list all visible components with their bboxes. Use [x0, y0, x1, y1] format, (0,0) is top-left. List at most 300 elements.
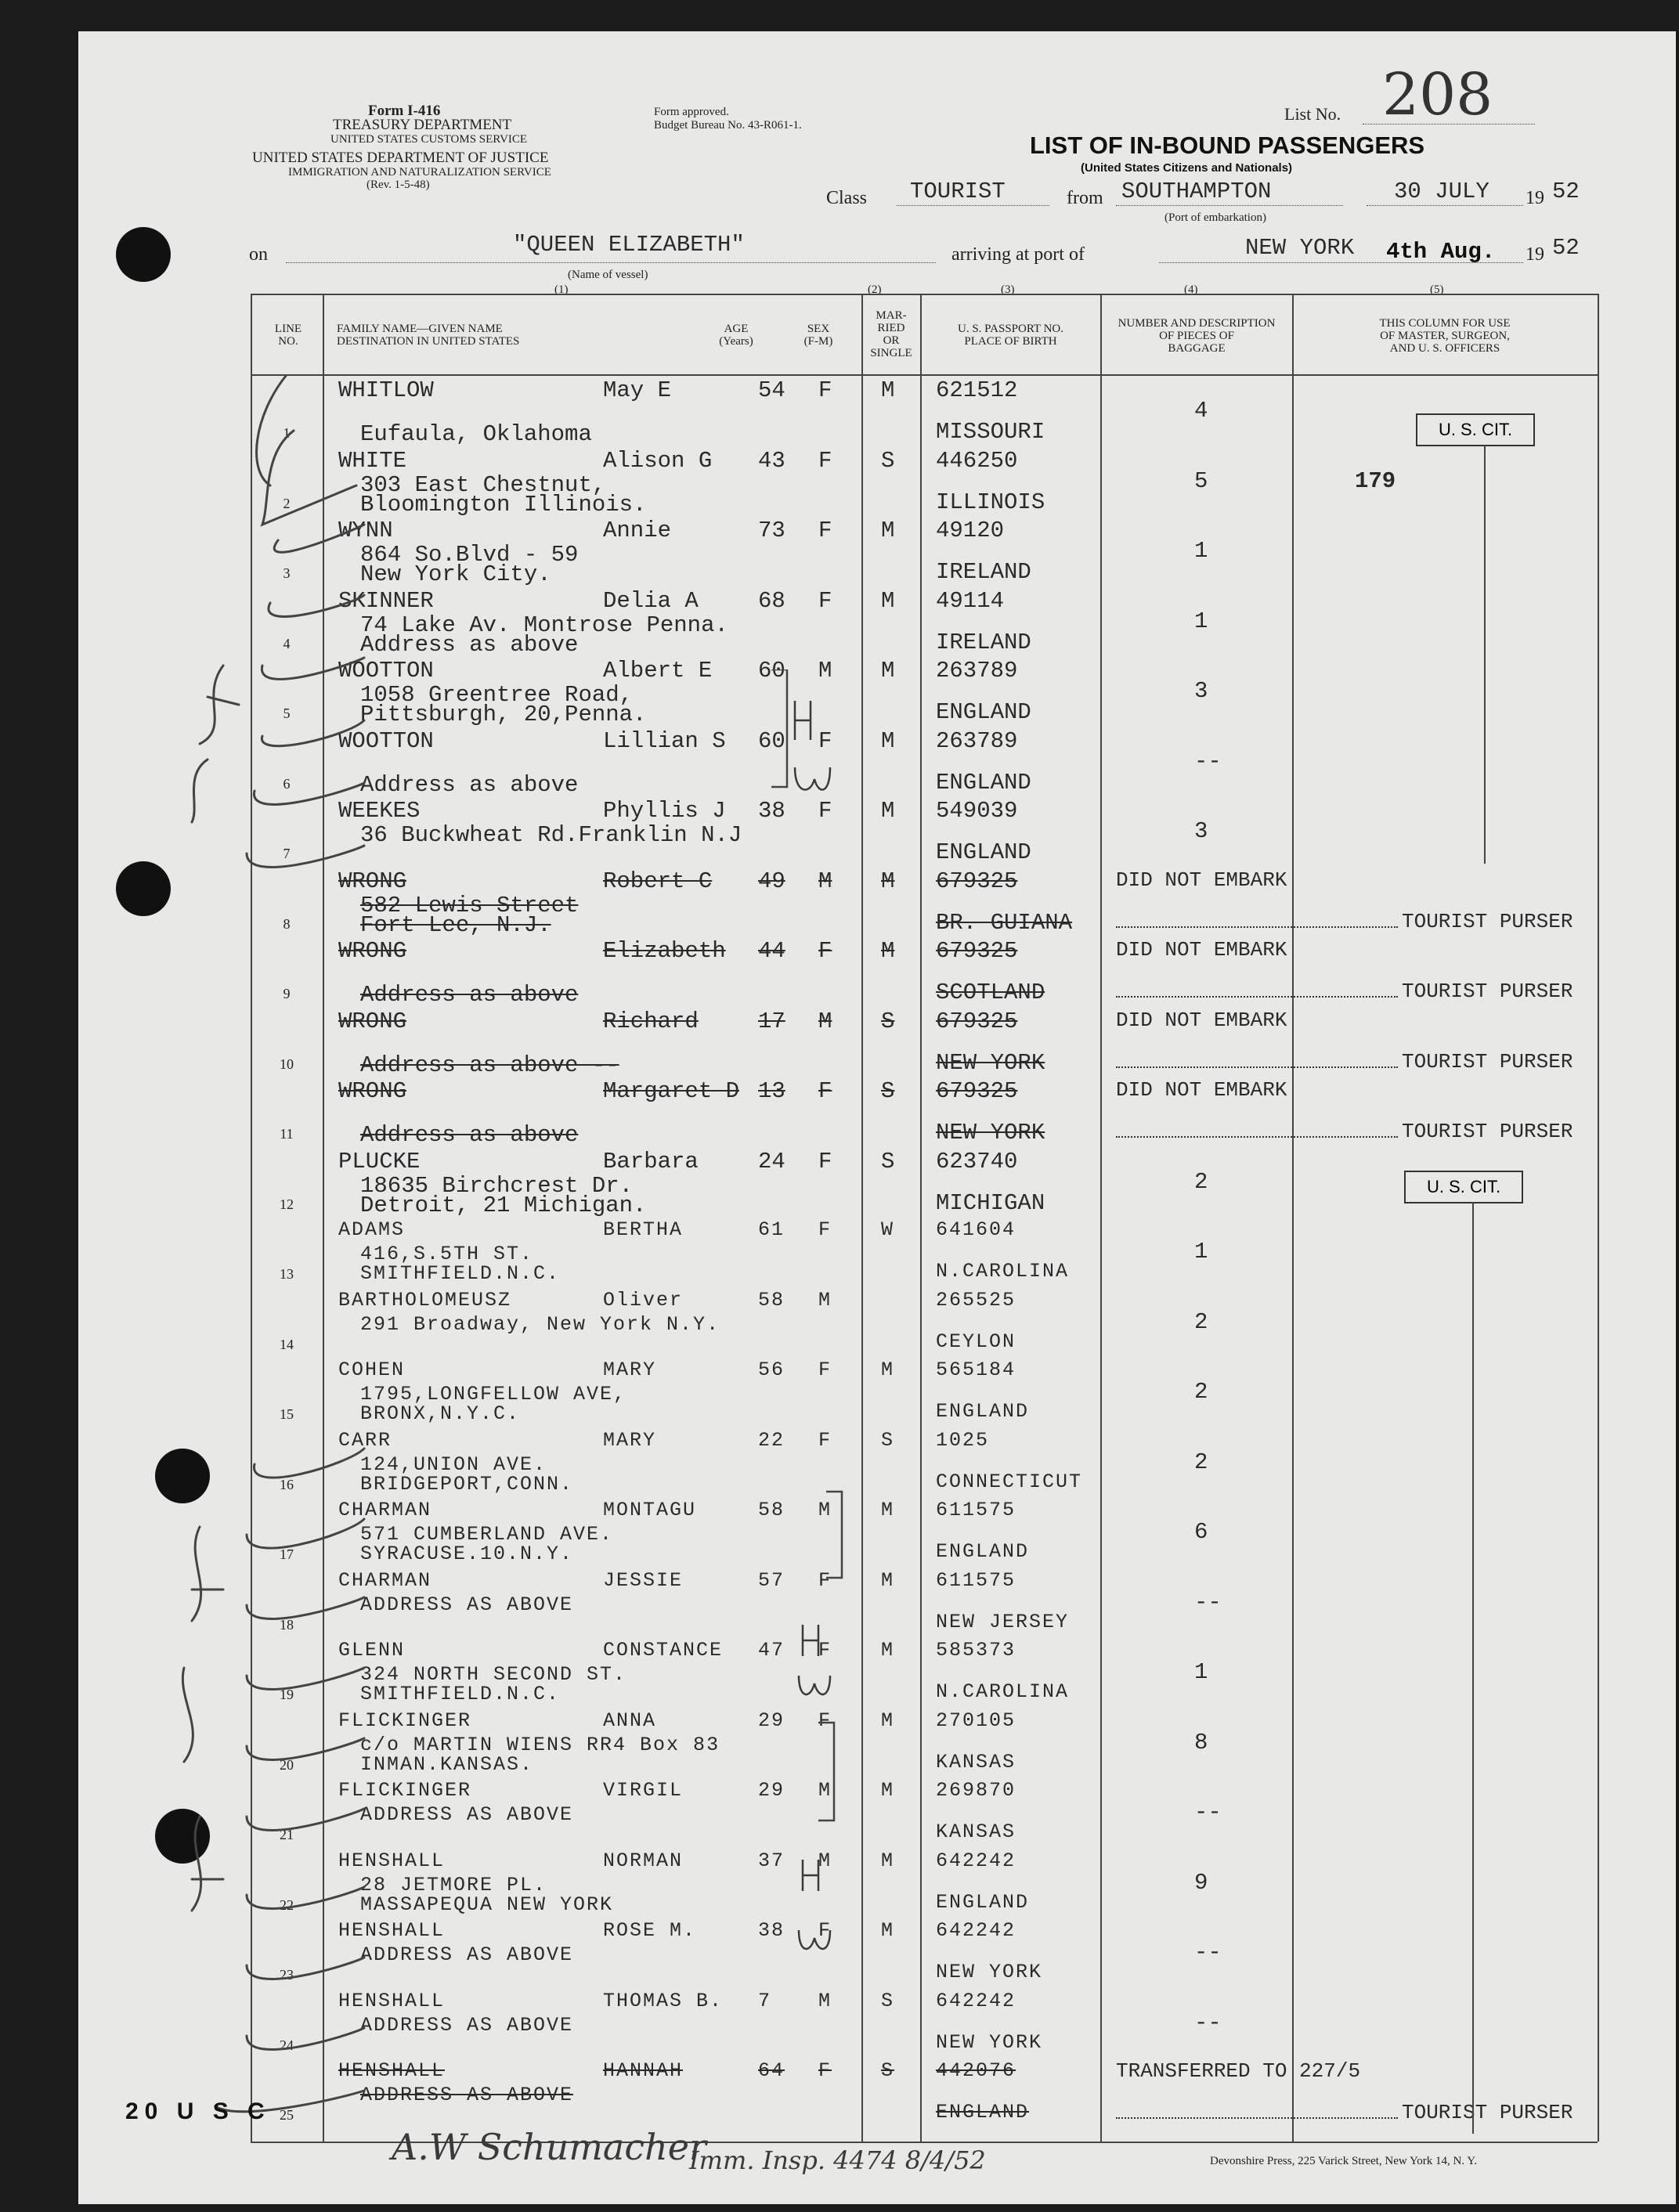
- col-num: (5): [1430, 283, 1444, 296]
- bracket-marks: [771, 669, 850, 2001]
- left-margin-mark: 20 U S C: [125, 2098, 271, 2124]
- passport-number: 623740: [936, 1148, 1018, 1175]
- passenger-age: 29: [758, 1709, 785, 1732]
- baggage-count: --: [1194, 1589, 1222, 1615]
- passenger-marital-status: M: [881, 1709, 895, 1732]
- destination-line-1: c/o MARTIN WIENS RR4 Box 83: [360, 1733, 720, 1756]
- col-officers-header: THIS COLUMN FOR USE OF MASTER, SURGEON, AND U. S. OFFICERS: [1379, 317, 1511, 355]
- passenger-marital-status: M: [881, 1779, 895, 1802]
- purser-note: TOURIST PURSER: [1402, 980, 1573, 1003]
- place-of-birth: KANSAS: [936, 1750, 1016, 1774]
- place-of-birth: NEW JERSEY: [936, 1610, 1070, 1633]
- passport-number: 679325: [936, 1078, 1018, 1104]
- passenger-marital-status: W: [881, 1218, 895, 1241]
- passenger-given-name: THOMAS B.: [603, 1989, 724, 2012]
- passenger-age: 47: [758, 1639, 785, 1662]
- passenger-sex: F: [818, 1709, 832, 1732]
- passenger-family-name: PLUCKE: [338, 1148, 421, 1175]
- arriving-label: arriving at port of: [951, 244, 1085, 265]
- row-line-number: 13: [280, 1266, 294, 1282]
- on-label: on: [249, 244, 268, 265]
- destination-line-1: 324 NORTH SECOND ST.: [360, 1663, 627, 1686]
- passenger-age: 7: [758, 1989, 772, 2012]
- revision: (Rev. 1-5-48): [366, 179, 430, 191]
- passenger-given-name: ROSE M.: [603, 1919, 697, 1942]
- destination-line-1: 303 East Chestnut,: [360, 471, 606, 498]
- place-of-birth: ILLINOIS: [936, 489, 1045, 515]
- passenger-marital-status: M: [881, 1639, 895, 1662]
- officer-note: 179: [1355, 467, 1396, 494]
- destination-line-2: Detroit, 21 Michigan.: [360, 1192, 647, 1218]
- passenger-age: 22: [758, 1428, 785, 1452]
- passenger-given-name: May E: [603, 377, 672, 403]
- destination-line-2: BRIDGEPORT,CONN.: [360, 1472, 574, 1496]
- passenger-given-name: Annie: [603, 518, 672, 543]
- class-label: Class: [826, 188, 868, 208]
- passenger-family-name: WRONG: [338, 868, 407, 894]
- passenger-age: 64: [758, 2059, 785, 2082]
- passenger-sex: F: [818, 447, 832, 474]
- us-cit-stamp: U. S. CIT.: [1416, 413, 1535, 446]
- purser-note: TOURIST PURSER: [1402, 2101, 1573, 2124]
- baggage-count: 3: [1194, 818, 1208, 844]
- passenger-given-name: MARY: [603, 1359, 657, 1381]
- passenger-marital-status: M: [881, 798, 895, 824]
- place-of-birth: ENGLAND: [936, 1890, 1030, 1914]
- passenger-sex: M: [818, 1288, 832, 1312]
- place-of-birth: MICHIGAN: [936, 1189, 1045, 1216]
- passenger-family-name: COHEN: [338, 1359, 406, 1381]
- passenger-given-name: BERTHA: [603, 1218, 684, 1241]
- passport-number: 442076: [936, 2059, 1016, 2082]
- passenger-sex: F: [818, 1148, 832, 1175]
- passport-number: 679325: [936, 1008, 1018, 1034]
- passenger-sex: F: [818, 587, 832, 614]
- passenger-given-name: Barbara: [603, 1148, 699, 1175]
- baggage-count: --: [1194, 1940, 1222, 1965]
- passenger-marital-status: S: [881, 1008, 895, 1034]
- passenger-family-name: WHITLOW: [338, 377, 434, 403]
- passenger-sex: F: [818, 938, 832, 964]
- list-no-label: List No.: [1284, 104, 1341, 124]
- destination-line-2: MASSAPEQUA NEW YORK: [360, 1893, 614, 1916]
- destination-line-1: ADDRESS AS ABOVE: [360, 1943, 574, 1966]
- row-line-number: 8: [283, 915, 291, 932]
- col-num: (3): [1001, 283, 1015, 296]
- baggage-count: 3: [1194, 678, 1208, 704]
- passenger-family-name: HENSHALL: [338, 1989, 446, 2012]
- baggage-count: 1: [1194, 1659, 1208, 1685]
- passenger-marital-status: M: [881, 1568, 895, 1592]
- passenger-age: 58: [758, 1499, 785, 1521]
- passenger-given-name: MARY: [603, 1428, 657, 1452]
- passenger-age: 60: [758, 727, 785, 754]
- passport-number: 642242: [936, 1849, 1016, 1872]
- place-of-birth: IRELAND: [936, 629, 1031, 655]
- embark-status: TRANSFERRED TO 227/5: [1116, 2059, 1361, 2083]
- passport-number: 549039: [936, 798, 1018, 824]
- baggage-count: 4: [1194, 398, 1208, 424]
- passenger-given-name: CONSTANCE: [603, 1639, 724, 1662]
- place-of-birth: ENGLAND: [936, 2101, 1030, 2124]
- passenger-family-name: CHARMAN: [338, 1499, 432, 1521]
- passenger-family-name: WEEKES: [338, 798, 421, 824]
- passenger-family-name: CHARMAN: [338, 1568, 432, 1592]
- passenger-family-name: BARTHOLOMEUSZ: [338, 1288, 512, 1312]
- passport-number: 49120: [936, 518, 1005, 543]
- destination-line-1: 864 So.Blvd - 59: [360, 542, 579, 568]
- page-subtitle: (United States Citizens and Nationals): [1081, 161, 1293, 175]
- from-label: from: [1067, 188, 1103, 208]
- row-line-number: 23: [280, 1967, 294, 1983]
- baggage-count: 2: [1194, 1379, 1208, 1405]
- passenger-sex: F: [818, 1919, 832, 1942]
- place-of-birth: BR. GUIANA: [936, 909, 1073, 936]
- passport-number: 49114: [936, 587, 1005, 614]
- row-line-number: 12: [280, 1196, 294, 1212]
- baggage-count: 9: [1194, 1869, 1208, 1896]
- inspector-signature: A.W Schumacher: [392, 2126, 706, 2168]
- passenger-sex: F: [818, 1639, 832, 1662]
- inspector-note: Imm. Insp. 4474 8/4/52: [689, 2145, 986, 2175]
- passenger-sex: F: [818, 1428, 832, 1452]
- passenger-given-name: Delia A: [603, 587, 699, 614]
- passenger-marital-status: M: [881, 727, 895, 754]
- passenger-sex: F: [818, 2059, 832, 2082]
- row-line-number: 21: [280, 1827, 294, 1842]
- passenger-family-name: CARR: [338, 1428, 392, 1452]
- passport-number: 263789: [936, 727, 1018, 754]
- passenger-marital-status: S: [881, 1989, 895, 2012]
- col-sex-header: SEX (F-M): [803, 323, 833, 348]
- passenger-family-name: WRONG: [338, 1078, 407, 1104]
- passenger-marital-status: M: [881, 868, 895, 894]
- col-baggage-header: NUMBER AND DESCRIPTION OF PIECES OF BAGGAGE: [1118, 317, 1276, 355]
- passenger-given-name: VIRGIL: [603, 1779, 684, 1802]
- row-line-number: 10: [280, 1055, 294, 1072]
- passenger-marital-status: S: [881, 1078, 895, 1104]
- col-num: (4): [1184, 283, 1198, 296]
- passenger-sex: F: [818, 518, 832, 543]
- arrival-year-prefix: 19: [1526, 244, 1544, 265]
- passport-number: 263789: [936, 658, 1018, 684]
- destination-line-2: Address as above: [360, 1122, 579, 1148]
- col-num: (1): [554, 283, 569, 296]
- embark-status: DID NOT EMBARK: [1116, 938, 1287, 962]
- row-line-number: 24: [280, 2037, 294, 2053]
- passport-number: 642242: [936, 1989, 1016, 2012]
- passport-number: 611575: [936, 1499, 1016, 1521]
- place-of-birth: ENGLAND: [936, 769, 1031, 796]
- passport-number: 641604: [936, 1218, 1016, 1241]
- passenger-age: 54: [758, 377, 785, 403]
- baggage-count: 6: [1194, 1519, 1208, 1545]
- passenger-age: 44: [758, 938, 785, 964]
- place-of-birth: NEW YORK: [936, 2030, 1043, 2054]
- col-name-header: FAMILY NAME—GIVEN NAME DESTINATION IN UNITED STATES: [337, 323, 520, 348]
- passenger-family-name: FLICKINGER: [338, 1779, 472, 1802]
- place-of-birth: MISSOURI: [936, 419, 1045, 445]
- destination-line-2: New York City.: [360, 561, 551, 587]
- vessel-caption: (Name of vessel): [568, 269, 648, 281]
- passenger-sex: M: [818, 1779, 832, 1802]
- passenger-given-name: Margaret D: [603, 1078, 740, 1104]
- passenger-sex: M: [818, 1989, 832, 2012]
- treasury-dept: TREASURY DEPARTMENT: [333, 117, 512, 133]
- destination-line-1: 18635 Birchcrest Dr.: [360, 1172, 634, 1199]
- place-of-birth: IRELAND: [936, 559, 1031, 585]
- destination-line-2: SMITHFIELD.N.C.: [360, 1262, 561, 1285]
- budget-bureau: Budget Bureau No. 43-R061-1.: [654, 119, 802, 132]
- passenger-sex: F: [818, 1078, 832, 1104]
- row-line-number: 25: [280, 2107, 294, 2123]
- passenger-given-name: Robert C: [603, 868, 713, 894]
- embark-status: DID NOT EMBARK: [1116, 1078, 1287, 1102]
- passenger-marital-status: M: [881, 1849, 895, 1872]
- passport-number: 621512: [936, 377, 1018, 403]
- passenger-given-name: Albert E: [603, 658, 713, 684]
- customs-service: UNITED STATES CUSTOMS SERVICE: [330, 133, 528, 146]
- passenger-marital-status: M: [881, 938, 895, 964]
- punch-hole: [116, 861, 171, 916]
- passenger-sex: M: [818, 868, 832, 894]
- baggage-count: 5: [1194, 467, 1208, 494]
- purser-signature-line: [1116, 1136, 1398, 1138]
- passenger-age: 38: [758, 798, 785, 824]
- arrival-year: 52: [1552, 235, 1580, 261]
- passenger-family-name: FLICKINGER: [338, 1709, 472, 1732]
- destination-line-1: 124,UNION AVE.: [360, 1452, 547, 1476]
- passport-number: 585373: [936, 1639, 1016, 1662]
- passenger-age: 43: [758, 447, 785, 474]
- passenger-sex: F: [818, 1218, 832, 1241]
- passenger-family-name: HENSHALL: [338, 1919, 446, 1942]
- passenger-age: 58: [758, 1288, 785, 1312]
- passenger-sex: M: [818, 1008, 832, 1034]
- purser-note: TOURIST PURSER: [1402, 1120, 1573, 1143]
- row-line-number: 16: [280, 1476, 294, 1492]
- destination-line-1: ADDRESS AS ABOVE: [360, 2013, 574, 2037]
- place-of-birth: N.CAROLINA: [936, 1260, 1070, 1283]
- passport-number: 269870: [936, 1779, 1016, 1802]
- place-of-birth: NEW YORK: [936, 1961, 1043, 1983]
- passenger-age: 49: [758, 868, 785, 894]
- passenger-sex: M: [818, 1499, 832, 1521]
- row-line-number: 14: [280, 1336, 294, 1352]
- passenger-age: 29: [758, 1779, 785, 1802]
- col-line-header: LINE NO.: [274, 323, 302, 348]
- passenger-family-name: WYNN: [338, 518, 393, 543]
- passenger-sex: M: [818, 658, 832, 684]
- row-line-number: 1: [283, 425, 291, 441]
- destination-line-1: ADDRESS AS ABOVE: [360, 1803, 574, 1826]
- passenger-marital-status: M: [881, 587, 895, 614]
- passenger-family-name: SKINNER: [338, 587, 434, 614]
- year-prefix: 19: [1526, 188, 1544, 208]
- passenger-given-name: JESSIE: [603, 1568, 684, 1592]
- page-title: LIST OF IN-BOUND PASSENGERS: [1030, 132, 1425, 159]
- passenger-family-name: WRONG: [338, 938, 407, 964]
- col-passport-header: U. S. PASSPORT NO. PLACE OF BIRTH: [958, 323, 1063, 348]
- destination-line-2: Bloomington Illinois.: [360, 491, 647, 518]
- passenger-marital-status: M: [881, 377, 895, 403]
- passport-number: 446250: [936, 447, 1018, 474]
- passenger-marital-status: S: [881, 2059, 895, 2082]
- purser-signature-line: [1116, 1066, 1398, 1068]
- baggage-count: --: [1194, 1799, 1222, 1825]
- place-of-birth: CEYLON: [936, 1330, 1016, 1353]
- destination-line-1: 1795,LONGFELLOW AVE,: [360, 1383, 627, 1406]
- passenger-age: 68: [758, 587, 785, 614]
- col-married-header: MAR- RIED OR SINGLE: [870, 309, 912, 359]
- place-of-birth: NEW YORK: [936, 1120, 1045, 1146]
- passenger-age: 37: [758, 1849, 785, 1872]
- form-number: Form I-416: [368, 103, 441, 119]
- vessel-name: "QUEEN ELIZABETH": [513, 232, 745, 258]
- destination-line-1: 416,S.5TH ST.: [360, 1243, 534, 1265]
- arrival-port: NEW YORK: [1245, 235, 1355, 261]
- passenger-given-name: Alison G: [603, 447, 713, 474]
- destination-line-1: 571 CUMBERLAND AVE.: [360, 1523, 614, 1546]
- destination-line-2: Address as above: [360, 771, 579, 798]
- passenger-given-name: Elizabeth: [603, 938, 726, 964]
- row-line-number: 20: [280, 1756, 294, 1773]
- punch-hole: [116, 227, 171, 282]
- purser-signature-line: [1116, 2117, 1398, 2119]
- passenger-family-name: WHITE: [338, 447, 407, 474]
- destination-line-1: ADDRESS AS ABOVE: [360, 2084, 574, 2106]
- destination-line-1: 28 JETMORE PL.: [360, 1873, 547, 1896]
- from-value: SOUTHAMPTON: [1121, 179, 1272, 204]
- passenger-family-name: WOOTTON: [338, 727, 434, 754]
- baggage-count: --: [1194, 2009, 1222, 2036]
- place-of-birth: NEW YORK: [936, 1049, 1045, 1076]
- destination-line-2: INMAN.KANSAS.: [360, 1752, 534, 1776]
- class-value: TOURIST: [910, 179, 1006, 204]
- passenger-age: 38: [758, 1919, 785, 1942]
- destination-line-1: 36 Buckwheat Rd.Franklin N.J: [360, 822, 742, 848]
- baggage-count: 1: [1194, 1239, 1208, 1265]
- passenger-given-name: NORMAN: [603, 1849, 684, 1872]
- destination-line-2: SYRACUSE.10.N.Y.: [360, 1543, 574, 1565]
- passenger-family-name: WOOTTON: [338, 658, 434, 684]
- baggage-count: 1: [1194, 538, 1208, 564]
- place-of-birth: CONNECTICUT: [936, 1470, 1083, 1493]
- passenger-age: 17: [758, 1008, 785, 1034]
- justice-dept: UNITED STATES DEPARTMENT OF JUSTICE: [252, 150, 549, 166]
- baggage-count: 1: [1194, 608, 1208, 634]
- handwritten-marks: [168, 368, 372, 2145]
- row-line-number: 7: [283, 846, 291, 861]
- passenger-age: 24: [758, 1148, 785, 1175]
- destination-line-1: 1058 Greentree Road,: [360, 682, 634, 708]
- row-line-number: 9: [283, 986, 291, 1001]
- passenger-family-name: ADAMS: [338, 1218, 406, 1241]
- row-line-number: 5: [283, 705, 291, 721]
- row-line-number: 18: [280, 1616, 294, 1633]
- passport-number: 270105: [936, 1709, 1016, 1732]
- place-of-birth: SCOTLAND: [936, 980, 1045, 1005]
- passport-number: 642242: [936, 1919, 1016, 1942]
- destination-line-2: BRONX,N.Y.C.: [360, 1402, 521, 1425]
- destination-line-2: Fort Lee, N.J.: [360, 911, 551, 938]
- passenger-age: 57: [758, 1568, 785, 1592]
- destination-line-2: Eufaula, Oklahoma: [360, 421, 592, 447]
- passenger-marital-status: M: [881, 1919, 895, 1942]
- row-line-number: 19: [280, 1687, 294, 1702]
- depart-date: 30 JULY: [1394, 179, 1489, 204]
- printer-credit: Devonshire Press, 225 Varick Street, New York 14, N. Y.: [1210, 2155, 1477, 2167]
- us-cit-stamp: U. S. CIT.: [1404, 1171, 1523, 1203]
- passenger-marital-status: S: [881, 1148, 895, 1175]
- stamp-line: [1472, 1202, 1474, 2134]
- place-of-birth: KANSAS: [936, 1820, 1016, 1843]
- baggage-count: 2: [1194, 1308, 1208, 1335]
- passenger-family-name: GLENN: [338, 1639, 406, 1662]
- passenger-family-name: WRONG: [338, 1008, 407, 1034]
- embark-status: DID NOT EMBARK: [1116, 1008, 1287, 1032]
- destination-line-2: Address as above: [360, 631, 579, 658]
- row-line-number: 3: [283, 565, 291, 581]
- purser-note: TOURIST PURSER: [1402, 1049, 1573, 1074]
- port-caption: (Port of embarkation): [1164, 211, 1266, 224]
- passenger-age: 73: [758, 518, 785, 543]
- baggage-count: 8: [1194, 1729, 1208, 1756]
- passenger-sex: F: [818, 1568, 832, 1592]
- passenger-age: 56: [758, 1359, 785, 1381]
- purser-signature-line: [1116, 926, 1398, 928]
- passenger-sex: F: [818, 798, 832, 824]
- passport-number: 679325: [936, 938, 1018, 964]
- passenger-sex: M: [818, 1849, 832, 1872]
- destination-line-2: Address as above --: [360, 1052, 619, 1078]
- destination-line-2: Pittsburgh, 20,Penna.: [360, 702, 647, 727]
- passenger-sex: F: [818, 377, 832, 403]
- row-line-number: 15: [280, 1406, 294, 1422]
- passport-number: 679325: [936, 868, 1018, 894]
- passenger-given-name: Phyllis J: [603, 798, 726, 824]
- place-of-birth: N.CAROLINA: [936, 1680, 1070, 1703]
- passenger-given-name: Lillian S: [603, 727, 726, 754]
- passport-number: 265525: [936, 1288, 1016, 1312]
- passenger-given-name: HANNAH: [603, 2059, 684, 2082]
- destination-line-1: 74 Lake Av. Montrose Penna.: [360, 612, 728, 638]
- destination-line-2: SMITHFIELD.N.C.: [360, 1683, 561, 1705]
- row-line-number: 2: [283, 495, 291, 511]
- passenger-given-name: ANNA: [603, 1709, 657, 1732]
- baggage-count: 2: [1194, 1449, 1208, 1475]
- passenger-sex: F: [818, 727, 832, 754]
- passenger-age: 13: [758, 1078, 785, 1104]
- place-of-birth: ENGLAND: [936, 1540, 1030, 1563]
- list-number: 208: [1382, 61, 1493, 128]
- passenger-marital-status: M: [881, 1359, 895, 1381]
- passport-number: 1025: [936, 1428, 990, 1452]
- ins-service: IMMIGRATION AND NATURALIZATION SERVICE: [288, 166, 551, 179]
- baggage-count: --: [1194, 748, 1222, 774]
- passenger-marital-status: M: [881, 658, 895, 684]
- purser-note: TOURIST PURSER: [1402, 909, 1573, 933]
- embark-status: DID NOT EMBARK: [1116, 868, 1287, 892]
- passenger-given-name: Oliver: [603, 1288, 684, 1312]
- passenger-sex: F: [818, 1359, 832, 1381]
- passenger-marital-status: S: [881, 447, 895, 474]
- destination-line-1: 582 Lewis Street: [360, 892, 579, 918]
- row-line-number: 4: [283, 635, 291, 651]
- passenger-given-name: MONTAGU: [603, 1499, 697, 1521]
- depart-year: 52: [1552, 179, 1580, 204]
- row-line-number: 17: [280, 1546, 294, 1562]
